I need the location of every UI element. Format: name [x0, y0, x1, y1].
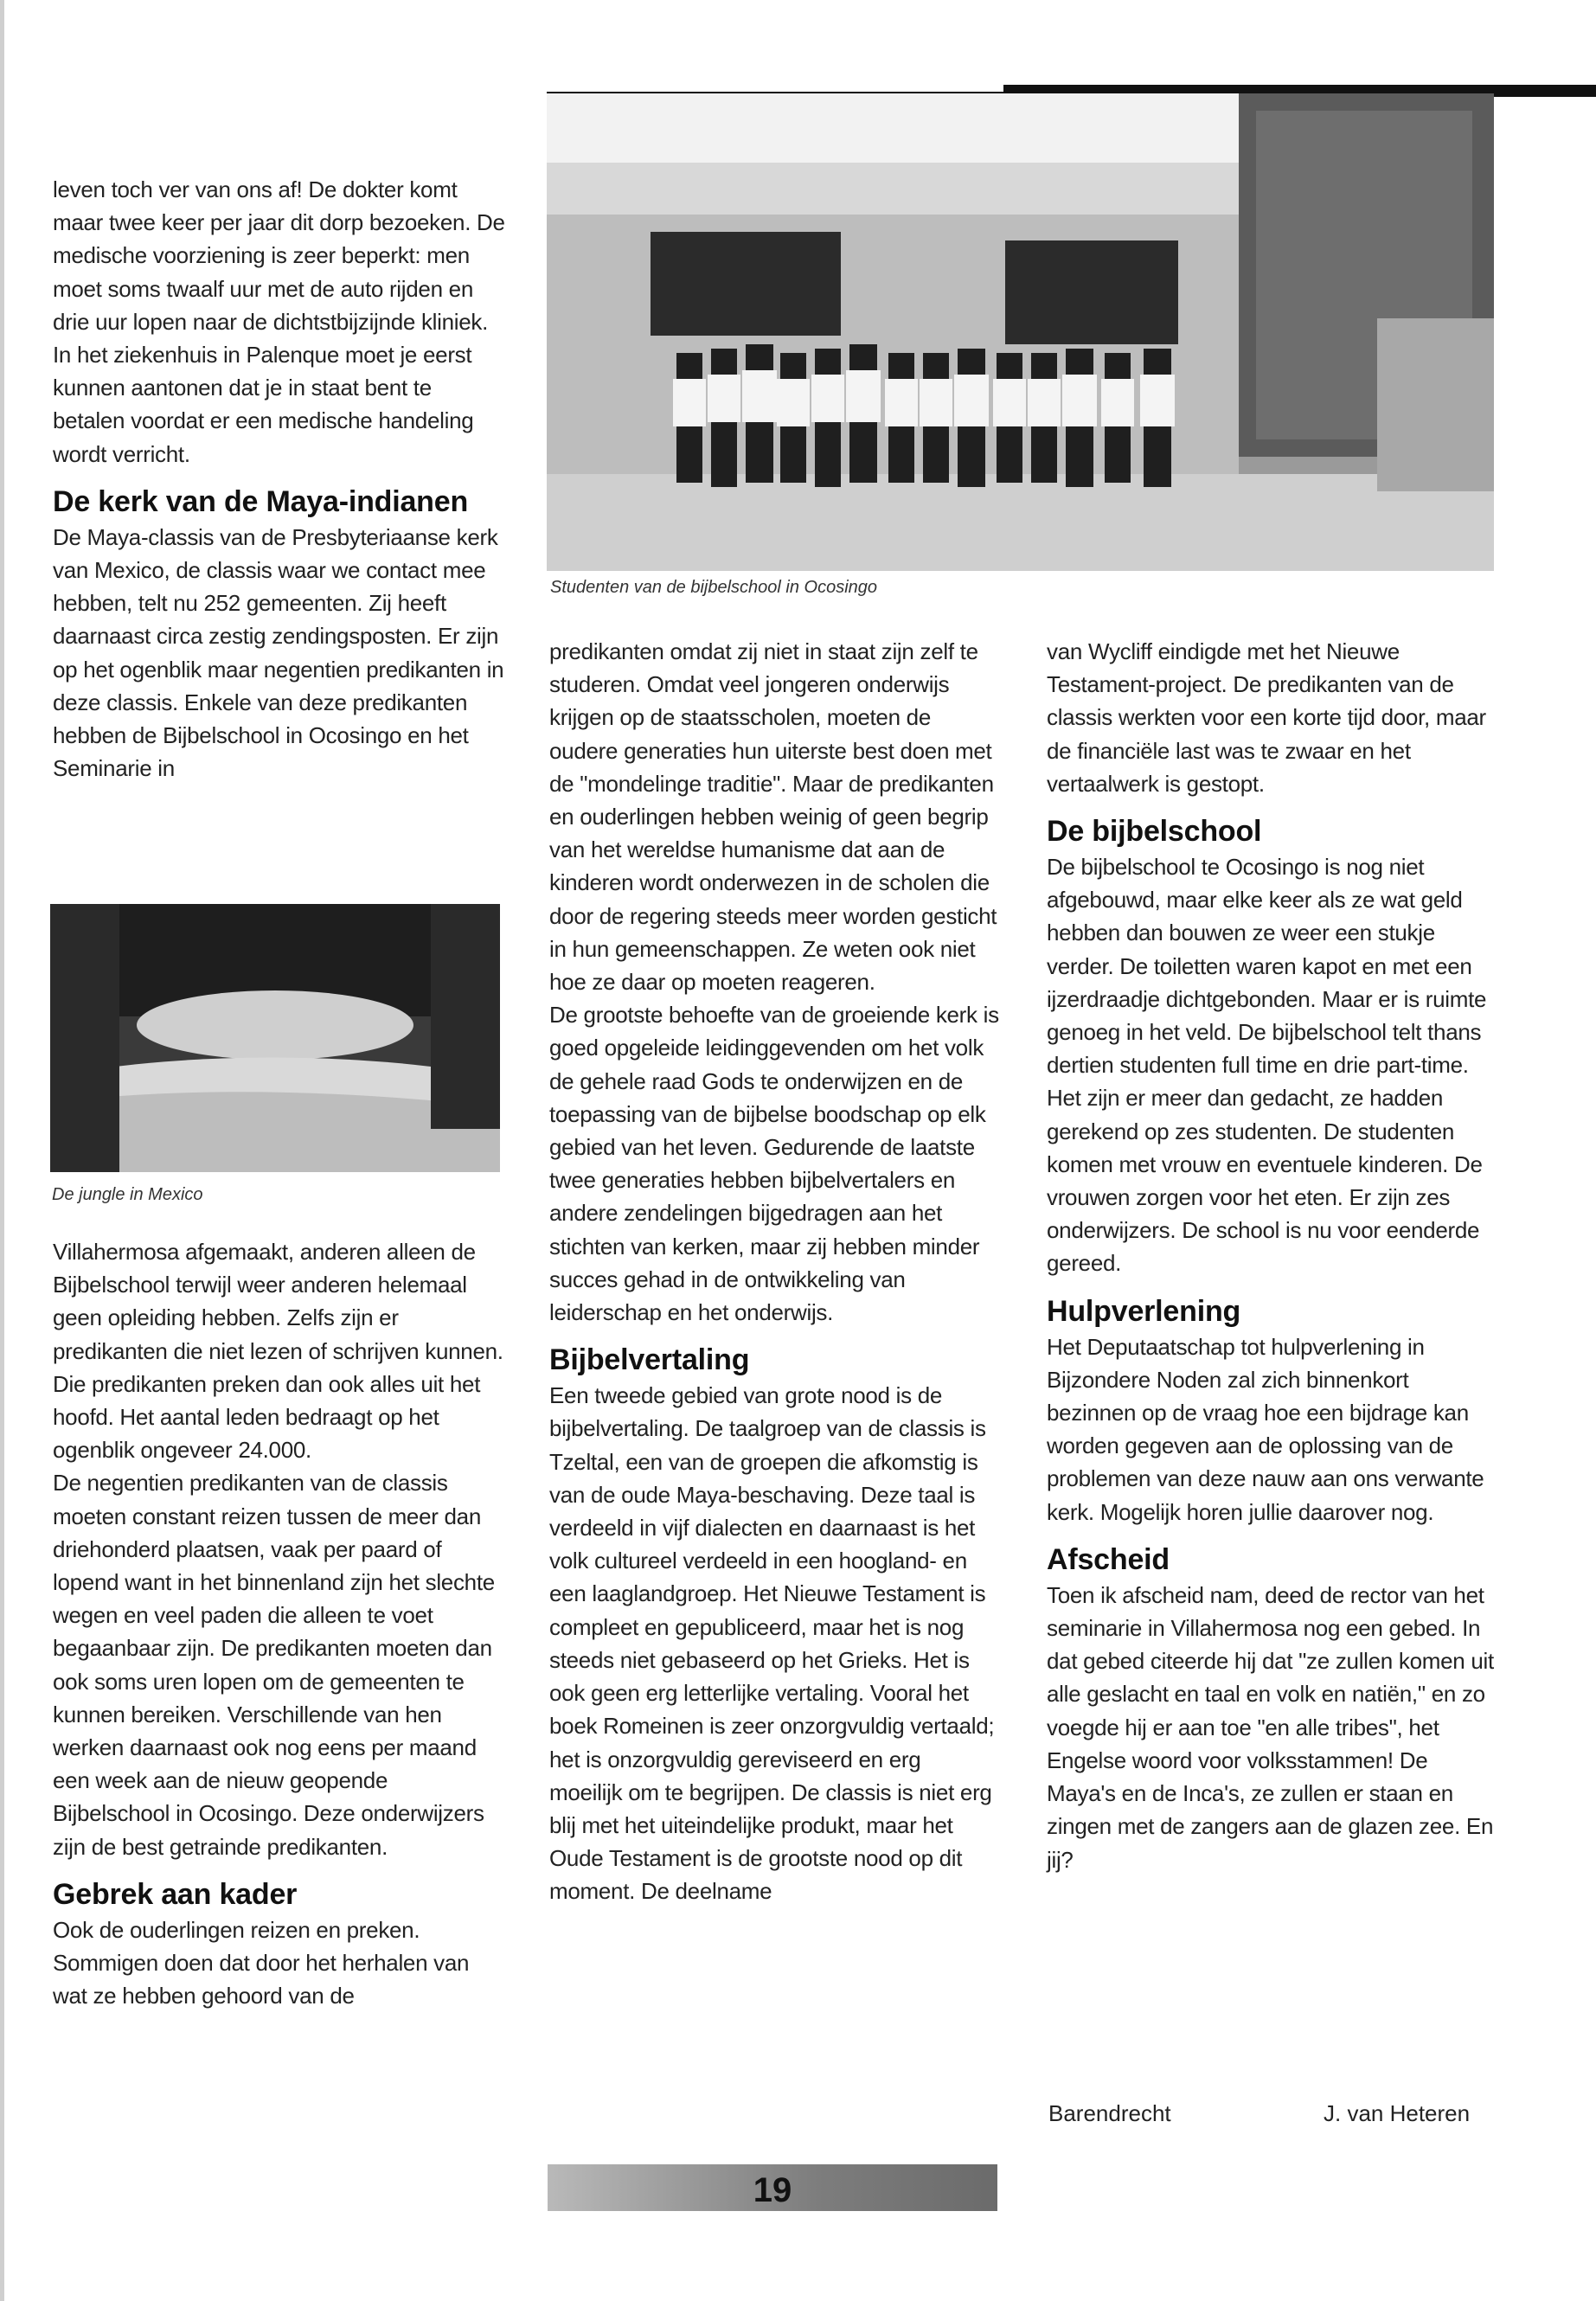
- paragraph: Het Deputaatschap tot hulpverlening in Bijzondere Noden zal zich binnenkort bezinnen op de vraag hoe een bijdrage kan worden gegeven aan de oplossing van de problemen van deze nauw aan ons verwante kerk. Mogelijk horen jullie daarover nog.: [1047, 1333, 1484, 1525]
- paragraph: Villahermosa afgemaakt, anderen alleen de Bijbelschool terwijl weer anderen helemaal geen opleiding hebben. Zelfs zijn er predikanten die niet lezen of schrijven kunnen. Die predikanten preken dan ook alles uit het hoofd. Het aantal leden bedraagt op het ogenblik ongeveer 24.000.: [53, 1239, 503, 1464]
- students-photo: [547, 93, 1494, 571]
- heading-aid: Hulpverlening: [1047, 1294, 1241, 1328]
- heading-maya-church: De kerk van de Maya-indianen: [53, 484, 469, 518]
- heading-lack-of-leaders: Gebrek aan kader: [53, 1877, 298, 1911]
- caption-jungle: De jungle in Mexico: [52, 1185, 203, 1204]
- page-edge: [0, 0, 4, 2301]
- caption-students: Studenten van de bijbelschool in Ocosingo: [550, 578, 878, 597]
- heading-farewell: Afscheid: [1047, 1542, 1170, 1576]
- paragraph: De bijbelschool te Ocosingo is nog niet afgebouwd, maar elke keer als ze wat geld hebben dan bouwen ze weer een stukje verder. De toiletten waren kapot en met een ijzerdraadje dichtgebonden. Maar er is ruimte genoeg in het veld. De bijbelschool telt thans dertien studenten full time en drie part-time. Het zijn er meer dan gedacht, ze hadden gerekend op zes studenten. De studenten komen met vrouw en eventuele kinderen. De vrouwen zorgen voor het eten. Er zijn zes onderwijzers. De school is nu voor eenderde gereed.: [1047, 854, 1487, 1277]
- paragraph: predikanten omdat zij niet in staat zijn zelf te studeren. Omdat veel jongeren onderwijs krijgen op de staatsscholen, moeten de oudere generaties hun uiterste best doen met de "mondelinge traditie". Maar de predikanten en ouderlingen hebben weinig of geen begrip van het wereldse humanisme dat aan de kinderen wordt onderwezen in de scholen die door de regering steeds meer worden gesticht in hun gemeenschappen. Ze weten ook niet hoe ze daar op moeten reageren.: [549, 638, 997, 996]
- paragraph: De grootste behoefte van de groeiende kerk is goed opgeleide leidinggevenden om het volk de gehele raad Gods te onderwijzen en de toepassing van de bijbelse boodschap op elk gebied van het leven. Gedurende de laatste twee generaties hebben bijbelvertalers en andere zendelingen bijgedragen aan het stichten van kerken, maar zij hebben minder succes gehad in de ontwikkeling van leiderschap en het onderwijs.: [549, 1002, 999, 1326]
- signature-place: Barendrecht: [1048, 2100, 1171, 2126]
- paragraph: van Wycliff eindigde met het Nieuwe Testament-project. De predikanten van de classis werkten voor een korte tijd door, maar de financiële last was te zwaar en het vertaalwerk is gestopt.: [1047, 638, 1486, 797]
- paragraph: Ook de ouderlingen reizen en preken. Sommigen doen dat door het herhalen van wat ze hebben gehoord van de: [53, 1916, 470, 2009]
- paragraph: De negentien predikanten van de classis moeten constant reizen tussen de meer dan driehonderd plaatsen, vaak per paard of lopend want in het binnenland zijn het slechte wegen en veel paden die alleen te voet begaanbaar zijn. De predikanten moeten dan ook soms uren lopen om de gemeenten te kunnen bereiken. Verschillende van hen werken daarnaast ook nog eens per maand een week aan de nieuw geopende Bijbelschool in Ocosingo. Deze onderwijzers zijn de best getrainde predikanten.: [53, 1470, 495, 1860]
- column-2: [549, 635, 999, 1908]
- signature-author: J. van Heteren: [1324, 2100, 1471, 2126]
- heading-bible-school: De bijbelschool: [1047, 815, 1262, 849]
- page-number: 19: [753, 2171, 792, 2209]
- page-number-box: [548, 2164, 997, 2211]
- column-1-bottom: [53, 1235, 506, 2012]
- heading-bible-translation: Bijbelvertaling: [549, 1343, 750, 1377]
- paragraph: leven toch ver van ons af! De dokter komt maar twee keer per jaar dit dorp bezoeken. De medische voorziening is zeer beperkt: men moet soms twaalf uur met de auto rijden en drie uur lopen naar de dichtstbijzijnde kliniek. In het ziekenhuis in Palenque moet je eerst kunnen aantonen dat je in staat bent te betalen voordat er een medische handeling wordt verricht.: [53, 176, 505, 467]
- column-1-top: [53, 173, 506, 785]
- column-3: [1047, 635, 1497, 1876]
- jungle-photo: [50, 904, 500, 1172]
- paragraph: Een tweede gebied van grote nood is de bijbelvertaling. De taalgroep van de classis is Tzeltal, een van de groepen die afkomstig is van de oude Maya-beschaving. Deze taal is verdeeld in vijf dialecten en daarnaast is het volk cultureel verdeeld in een hoogland- en een laaglandgroep. Het Nieuwe Testament is compleet en gepubliceerd, maar het is nog steeds niet gebaseerd op het Grieks. Het is ook geen erg letterlijke vertaling. Vooral het boek Romeinen is zeer onzorgvuldig vertaald; het is onzorgvuldig gereviseerd en erg moeilijk om te begrijpen. De classis is niet erg blij met het uiteindelijke produkt, maar het Oude Testament is de grootste nood op dit moment. De deelname: [549, 1382, 995, 1905]
- paragraph: Toen ik afscheid nam, deed de rector van het seminarie in Villahermosa nog een gebed. In dat gebed citeerde hij dat "ze zullen komen uit alle geslacht en taal en volk en natiën," en zo voegde hij er aan toe "en alle tribes", het Engelse woord voor volksstammen! De Maya's en de Inca's, ze zullen er staan en zingen met de zangers aan de glazen zee. En jij?: [1047, 1581, 1494, 1873]
- paragraph: De Maya-classis van de Presbyteriaanse kerk van Mexico, de classis waar we contact mee hebben, telt nu 252 gemeenten. Zij heeft daarnaast circa zestig zendingsposten. Er zijn op het ogenblik maar negentien predikanten in deze classis. Enkele van deze predikanten hebben de Bijbelschool in Ocosingo en het Seminarie in: [53, 523, 504, 782]
